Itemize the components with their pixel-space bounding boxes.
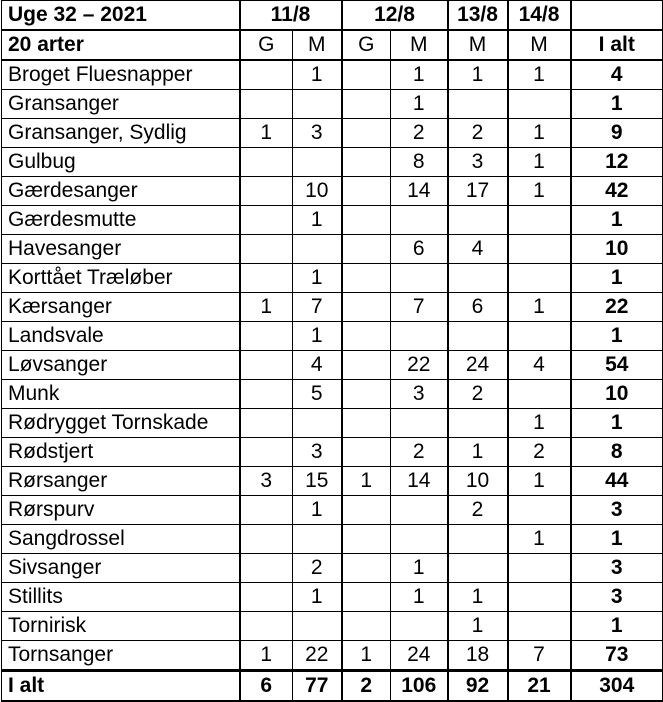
col-label-g: G <box>240 30 293 60</box>
count-cell: 24 <box>391 641 448 671</box>
count-cell <box>391 264 448 293</box>
table-row <box>2 235 663 264</box>
count-cell <box>342 90 391 119</box>
table-row <box>2 496 663 525</box>
count-cell: 14 <box>391 467 448 496</box>
date-14-8: 14/8 <box>508 1 571 31</box>
count-cell: 1 <box>293 322 342 351</box>
count-cell: 1 <box>240 293 293 322</box>
table-row <box>2 90 663 119</box>
count-cell: 5 <box>293 380 342 409</box>
row-total: 10 <box>571 380 663 409</box>
count-cell: 2 <box>448 380 508 409</box>
date-13-8: 13/8 <box>448 1 508 31</box>
count-cell: 1 <box>508 467 571 496</box>
table-row <box>2 119 663 148</box>
species-name: Tornsanger <box>2 641 240 671</box>
count-cell <box>391 206 448 235</box>
count-cell: 1 <box>391 554 448 583</box>
count-cell <box>508 90 571 119</box>
count-cell: 1 <box>448 60 508 90</box>
count-cell <box>342 206 391 235</box>
count-cell: 1 <box>391 583 448 612</box>
table-row <box>2 380 663 409</box>
count-cell <box>240 90 293 119</box>
count-cell <box>342 148 391 177</box>
count-cell <box>448 322 508 351</box>
count-cell <box>391 612 448 641</box>
row-total: 10 <box>571 235 663 264</box>
count-cell <box>508 322 571 351</box>
count-cell <box>391 409 448 438</box>
column-total: 106 <box>391 671 448 702</box>
count-cell <box>240 322 293 351</box>
row-total: 8 <box>571 438 663 467</box>
count-cell: 7 <box>391 293 448 322</box>
count-cell: 1 <box>508 60 571 90</box>
count-cell <box>391 322 448 351</box>
species-name: Sangdrossel <box>2 525 240 554</box>
count-cell <box>508 612 571 641</box>
count-cell: 18 <box>448 641 508 671</box>
count-cell: 1 <box>448 583 508 612</box>
count-cell: 1 <box>448 438 508 467</box>
count-cell <box>342 177 391 206</box>
count-cell: 1 <box>293 206 342 235</box>
row-total: 3 <box>571 554 663 583</box>
grand-total: 304 <box>571 671 663 702</box>
table-row <box>2 293 663 322</box>
table-row <box>2 583 663 612</box>
count-cell <box>448 90 508 119</box>
count-cell <box>342 496 391 525</box>
count-cell: 1 <box>508 409 571 438</box>
table-row <box>2 351 663 380</box>
count-cell: 1 <box>508 293 571 322</box>
column-total: 2 <box>342 671 391 702</box>
species-count-label: 20 arter <box>2 30 240 60</box>
row-total: 44 <box>571 467 663 496</box>
col-label-m: M <box>448 30 508 60</box>
col-label-g: G <box>342 30 391 60</box>
header-empty-total <box>571 1 663 31</box>
table-row <box>2 641 663 671</box>
count-cell <box>342 409 391 438</box>
species-name: Gransanger <box>2 90 240 119</box>
count-cell: 2 <box>391 119 448 148</box>
count-cell: 1 <box>448 612 508 641</box>
species-name: Tornirisk <box>2 612 240 641</box>
count-cell <box>342 235 391 264</box>
column-total: 6 <box>240 671 293 702</box>
row-total: 12 <box>571 148 663 177</box>
species-name: Løvsanger <box>2 351 240 380</box>
count-cell: 6 <box>391 235 448 264</box>
count-cell <box>342 322 391 351</box>
species-name: Munk <box>2 380 240 409</box>
count-cell: 4 <box>293 351 342 380</box>
count-cell <box>240 496 293 525</box>
count-cell <box>342 60 391 90</box>
table-row <box>2 264 663 293</box>
species-name: Landsvale <box>2 322 240 351</box>
count-cell <box>508 206 571 235</box>
count-cell <box>391 525 448 554</box>
count-cell <box>240 554 293 583</box>
count-cell: 2 <box>391 438 448 467</box>
row-total: 1 <box>571 90 663 119</box>
count-cell <box>342 380 391 409</box>
species-name: Broget Fluesnapper <box>2 60 240 90</box>
count-cell <box>448 264 508 293</box>
count-cell: 1 <box>293 496 342 525</box>
date-11-8: 11/8 <box>240 1 342 31</box>
count-cell <box>240 177 293 206</box>
row-total: 42 <box>571 177 663 206</box>
column-total: 21 <box>508 671 571 702</box>
table-row <box>2 409 663 438</box>
count-cell <box>240 612 293 641</box>
count-cell: 1 <box>293 264 342 293</box>
count-cell: 1 <box>342 467 391 496</box>
count-cell: 3 <box>293 438 342 467</box>
count-cell: 17 <box>448 177 508 206</box>
col-label-m: M <box>293 30 342 60</box>
count-cell <box>508 583 571 612</box>
species-name: Rødstjert <box>2 438 240 467</box>
count-cell <box>240 264 293 293</box>
count-cell: 22 <box>391 351 448 380</box>
count-cell: 2 <box>448 119 508 148</box>
row-total: 1 <box>571 409 663 438</box>
count-cell: 4 <box>508 351 571 380</box>
count-cell <box>293 612 342 641</box>
row-total: 54 <box>571 351 663 380</box>
header-row-dates <box>2 1 663 31</box>
table-row <box>2 177 663 206</box>
count-cell: 3 <box>448 148 508 177</box>
species-name: Gærdesanger <box>2 177 240 206</box>
species-name: Korttået Træløber <box>2 264 240 293</box>
count-cell: 7 <box>508 641 571 671</box>
count-cell <box>342 612 391 641</box>
count-cell: 10 <box>293 177 342 206</box>
count-cell: 24 <box>448 351 508 380</box>
count-cell <box>508 264 571 293</box>
count-cell <box>240 409 293 438</box>
row-total: 73 <box>571 641 663 671</box>
table-row <box>2 467 663 496</box>
count-cell <box>293 90 342 119</box>
species-name: Havesanger <box>2 235 240 264</box>
totals-row <box>2 671 663 702</box>
count-cell: 4 <box>448 235 508 264</box>
row-total: 9 <box>571 119 663 148</box>
count-cell <box>342 554 391 583</box>
count-cell <box>448 554 508 583</box>
count-cell: 2 <box>293 554 342 583</box>
count-cell <box>342 293 391 322</box>
row-total: 3 <box>571 496 663 525</box>
totals-label: I alt <box>2 671 240 702</box>
row-total: 1 <box>571 525 663 554</box>
species-name: Rødrygget Tornskade <box>2 409 240 438</box>
count-cell: 1 <box>240 119 293 148</box>
header-row-columns <box>2 30 663 60</box>
count-cell: 15 <box>293 467 342 496</box>
count-cell <box>240 60 293 90</box>
count-cell: 2 <box>508 438 571 467</box>
table-row <box>2 612 663 641</box>
species-name: Gransanger, Sydlig <box>2 119 240 148</box>
count-cell <box>342 264 391 293</box>
count-cell <box>448 409 508 438</box>
table-row <box>2 525 663 554</box>
count-cell <box>508 380 571 409</box>
count-cell: 14 <box>391 177 448 206</box>
count-cell <box>240 380 293 409</box>
row-total: 22 <box>571 293 663 322</box>
row-total: 3 <box>571 583 663 612</box>
count-cell: 1 <box>508 177 571 206</box>
count-cell <box>293 409 342 438</box>
table-row <box>2 206 663 235</box>
count-cell <box>240 206 293 235</box>
count-cell <box>240 583 293 612</box>
row-total: 4 <box>571 60 663 90</box>
count-cell: 3 <box>293 119 342 148</box>
species-name: Gulbug <box>2 148 240 177</box>
count-cell: 1 <box>391 90 448 119</box>
species-name: Rørsanger <box>2 467 240 496</box>
row-total: 1 <box>571 612 663 641</box>
count-cell: 2 <box>448 496 508 525</box>
table-row <box>2 60 663 90</box>
count-cell: 3 <box>240 467 293 496</box>
row-total: 1 <box>571 206 663 235</box>
count-cell <box>448 206 508 235</box>
count-cell: 1 <box>391 60 448 90</box>
count-cell: 1 <box>508 525 571 554</box>
count-cell <box>342 351 391 380</box>
count-cell: 1 <box>508 148 571 177</box>
column-total: 77 <box>293 671 342 702</box>
count-cell <box>342 583 391 612</box>
count-cell: 1 <box>508 119 571 148</box>
species-name: Stillits <box>2 583 240 612</box>
count-cell: 22 <box>293 641 342 671</box>
count-cell <box>342 119 391 148</box>
col-label-m: M <box>508 30 571 60</box>
count-cell: 7 <box>293 293 342 322</box>
row-total: 1 <box>571 322 663 351</box>
count-cell <box>448 525 508 554</box>
count-cell: 6 <box>448 293 508 322</box>
col-label-total: I alt <box>571 30 663 60</box>
count-cell <box>508 235 571 264</box>
count-cell: 1 <box>240 641 293 671</box>
bird-count-table <box>1 0 663 702</box>
species-name: Sivsanger <box>2 554 240 583</box>
count-cell <box>240 235 293 264</box>
species-name: Kærsanger <box>2 293 240 322</box>
count-cell: 10 <box>448 467 508 496</box>
species-name: Gærdesmutte <box>2 206 240 235</box>
table-row <box>2 322 663 351</box>
count-cell <box>240 148 293 177</box>
count-cell <box>293 235 342 264</box>
count-cell <box>293 525 342 554</box>
count-cell: 8 <box>391 148 448 177</box>
count-cell <box>391 496 448 525</box>
count-cell <box>508 554 571 583</box>
count-cell: 3 <box>391 380 448 409</box>
count-cell: 1 <box>342 641 391 671</box>
table-title: Uge 32 – 2021 <box>2 1 240 31</box>
count-cell <box>508 496 571 525</box>
count-cell <box>240 525 293 554</box>
count-cell <box>293 148 342 177</box>
row-total: 1 <box>571 264 663 293</box>
species-name: Rørspurv <box>2 496 240 525</box>
date-12-8: 12/8 <box>342 1 448 31</box>
column-total: 92 <box>448 671 508 702</box>
table-row <box>2 148 663 177</box>
count-cell <box>342 525 391 554</box>
table-row <box>2 554 663 583</box>
count-cell <box>240 351 293 380</box>
count-cell <box>240 438 293 467</box>
count-cell <box>342 438 391 467</box>
count-cell: 1 <box>293 583 342 612</box>
col-label-m: M <box>391 30 448 60</box>
count-cell: 1 <box>293 60 342 90</box>
table-row <box>2 438 663 467</box>
